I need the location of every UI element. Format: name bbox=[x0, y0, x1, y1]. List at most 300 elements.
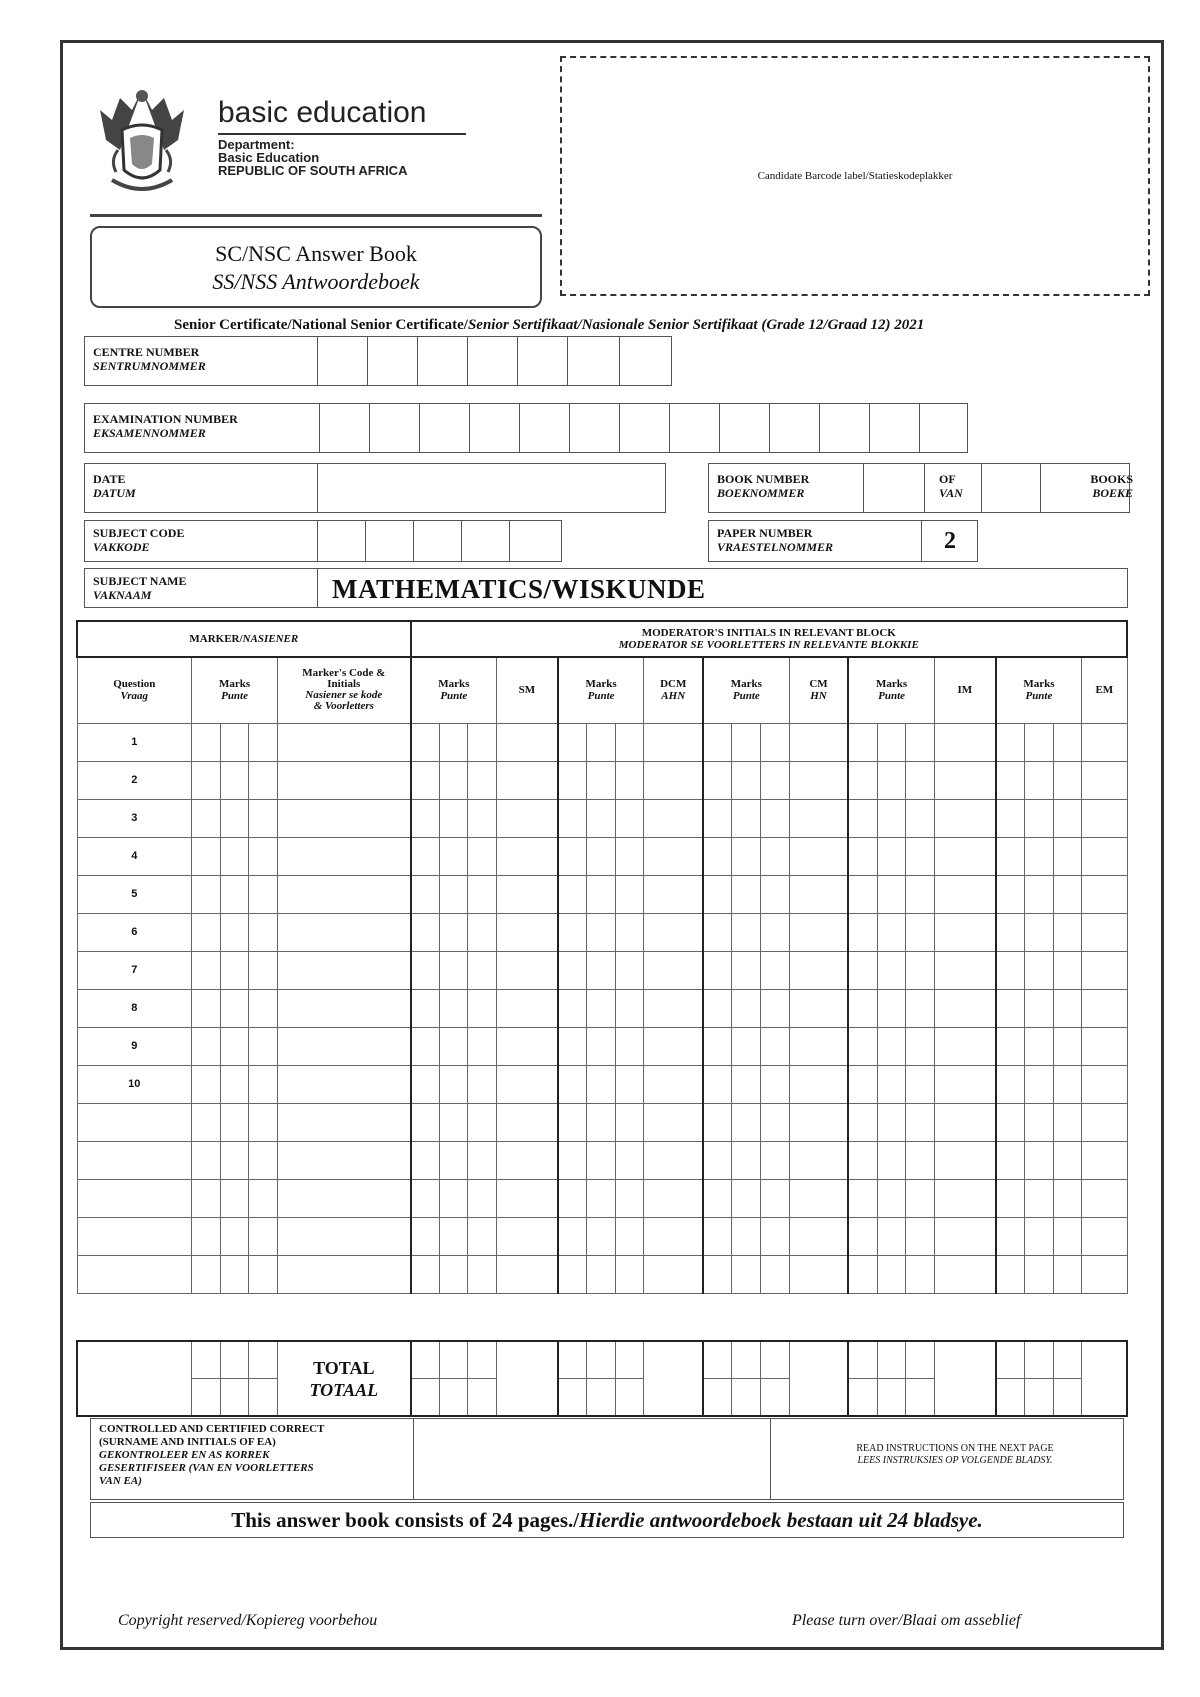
mark-cell[interactable] bbox=[411, 951, 440, 989]
em-initial-cell[interactable] bbox=[1082, 1027, 1127, 1065]
marker-code-cell[interactable] bbox=[278, 989, 411, 1027]
total-mark-cell[interactable] bbox=[732, 1379, 761, 1417]
mark-cell[interactable] bbox=[848, 1217, 877, 1255]
mark-cell[interactable] bbox=[468, 913, 497, 951]
mark-cell[interactable] bbox=[703, 1027, 732, 1065]
total-mark-cell[interactable] bbox=[411, 1379, 440, 1417]
mark-cell[interactable] bbox=[468, 1103, 497, 1141]
mark-cell[interactable] bbox=[877, 1141, 906, 1179]
sm-initial-cell[interactable] bbox=[496, 799, 557, 837]
total-mark-cell[interactable] bbox=[703, 1379, 732, 1417]
mark-cell[interactable] bbox=[848, 1179, 877, 1217]
mark-cell[interactable] bbox=[877, 761, 906, 799]
sm-initial-cell[interactable] bbox=[496, 1103, 557, 1141]
mark-cell[interactable] bbox=[996, 761, 1025, 799]
mark-cell[interactable] bbox=[468, 1179, 497, 1217]
mark-cell[interactable] bbox=[192, 1217, 221, 1255]
mark-cell[interactable] bbox=[220, 989, 249, 1027]
mark-cell[interactable] bbox=[1024, 1217, 1053, 1255]
em-initial-cell[interactable] bbox=[1082, 1255, 1127, 1293]
em-initial-cell[interactable] bbox=[1082, 951, 1127, 989]
cm-initial-cell[interactable] bbox=[789, 951, 848, 989]
exam-digit-cell[interactable] bbox=[319, 404, 369, 452]
em-initial-cell[interactable] bbox=[1082, 1141, 1127, 1179]
mark-cell[interactable] bbox=[760, 761, 789, 799]
mark-cell[interactable] bbox=[848, 723, 877, 761]
mark-cell[interactable] bbox=[996, 799, 1025, 837]
book-number-input[interactable] bbox=[863, 464, 925, 512]
mark-cell[interactable] bbox=[468, 1217, 497, 1255]
mark-cell[interactable] bbox=[220, 1141, 249, 1179]
total-initial-cell[interactable] bbox=[934, 1341, 995, 1416]
mark-cell[interactable] bbox=[249, 799, 278, 837]
im-initial-cell[interactable] bbox=[934, 1179, 995, 1217]
mark-cell[interactable] bbox=[220, 1217, 249, 1255]
mark-cell[interactable] bbox=[703, 799, 732, 837]
mark-cell[interactable] bbox=[732, 989, 761, 1027]
mark-cell[interactable] bbox=[249, 1027, 278, 1065]
mark-cell[interactable] bbox=[877, 1255, 906, 1293]
mark-cell[interactable] bbox=[703, 1065, 732, 1103]
mark-cell[interactable] bbox=[587, 723, 616, 761]
cm-initial-cell[interactable] bbox=[789, 989, 848, 1027]
mark-cell[interactable] bbox=[703, 723, 732, 761]
mark-cell[interactable] bbox=[877, 875, 906, 913]
mark-cell[interactable] bbox=[439, 799, 468, 837]
mark-cell[interactable] bbox=[1024, 1141, 1053, 1179]
mark-cell[interactable] bbox=[615, 913, 644, 951]
mark-cell[interactable] bbox=[848, 1103, 877, 1141]
mark-cell[interactable] bbox=[1024, 761, 1053, 799]
marker-code-cell[interactable] bbox=[278, 913, 411, 951]
mark-cell[interactable] bbox=[906, 1027, 935, 1065]
mark-cell[interactable] bbox=[558, 913, 587, 951]
mark-cell[interactable] bbox=[587, 1255, 616, 1293]
mark-cell[interactable] bbox=[468, 1141, 497, 1179]
mark-cell[interactable] bbox=[249, 1103, 278, 1141]
total-mark-cell[interactable] bbox=[760, 1379, 789, 1417]
mark-cell[interactable] bbox=[732, 1179, 761, 1217]
mark-cell[interactable] bbox=[732, 913, 761, 951]
mark-cell[interactable] bbox=[439, 875, 468, 913]
exam-digit-cell[interactable] bbox=[569, 404, 619, 452]
total-mark-cell[interactable] bbox=[249, 1341, 278, 1379]
dcm-initial-cell[interactable] bbox=[644, 1179, 703, 1217]
im-initial-cell[interactable] bbox=[934, 799, 995, 837]
mark-cell[interactable] bbox=[760, 723, 789, 761]
mark-cell[interactable] bbox=[906, 1255, 935, 1293]
mark-cell[interactable] bbox=[587, 913, 616, 951]
mark-cell[interactable] bbox=[1024, 1179, 1053, 1217]
mark-cell[interactable] bbox=[220, 723, 249, 761]
mark-cell[interactable] bbox=[760, 837, 789, 875]
centre-digit-cell[interactable] bbox=[317, 337, 367, 385]
mark-cell[interactable] bbox=[220, 1065, 249, 1103]
mark-cell[interactable] bbox=[615, 837, 644, 875]
mark-cell[interactable] bbox=[439, 1141, 468, 1179]
mark-cell[interactable] bbox=[558, 799, 587, 837]
mark-cell[interactable] bbox=[1024, 951, 1053, 989]
total-mark-cell[interactable] bbox=[703, 1341, 732, 1379]
mark-cell[interactable] bbox=[760, 951, 789, 989]
sm-initial-cell[interactable] bbox=[496, 1217, 557, 1255]
em-initial-cell[interactable] bbox=[1082, 799, 1127, 837]
em-initial-cell[interactable] bbox=[1082, 837, 1127, 875]
mark-cell[interactable] bbox=[439, 1217, 468, 1255]
mark-cell[interactable] bbox=[1053, 1027, 1082, 1065]
mark-cell[interactable] bbox=[439, 837, 468, 875]
im-initial-cell[interactable] bbox=[934, 913, 995, 951]
dcm-initial-cell[interactable] bbox=[644, 1255, 703, 1293]
em-initial-cell[interactable] bbox=[1082, 723, 1127, 761]
mark-cell[interactable] bbox=[906, 913, 935, 951]
mark-cell[interactable] bbox=[192, 1255, 221, 1293]
mark-cell[interactable] bbox=[877, 1103, 906, 1141]
mark-cell[interactable] bbox=[1024, 913, 1053, 951]
mark-cell[interactable] bbox=[732, 723, 761, 761]
mark-cell[interactable] bbox=[1053, 913, 1082, 951]
total-mark-cell[interactable] bbox=[587, 1341, 616, 1379]
marker-code-cell[interactable] bbox=[278, 799, 411, 837]
mark-cell[interactable] bbox=[587, 1179, 616, 1217]
mark-cell[interactable] bbox=[1053, 1065, 1082, 1103]
centre-digit-cell[interactable] bbox=[367, 337, 417, 385]
mark-cell[interactable] bbox=[439, 723, 468, 761]
total-initial-cell[interactable] bbox=[1082, 1341, 1127, 1416]
mark-cell[interactable] bbox=[703, 951, 732, 989]
mark-cell[interactable] bbox=[877, 837, 906, 875]
mark-cell[interactable] bbox=[703, 1255, 732, 1293]
mark-cell[interactable] bbox=[760, 1027, 789, 1065]
mark-cell[interactable] bbox=[760, 1217, 789, 1255]
mark-cell[interactable] bbox=[703, 837, 732, 875]
subject-code-cell[interactable] bbox=[317, 521, 365, 561]
dcm-initial-cell[interactable] bbox=[644, 761, 703, 799]
mark-cell[interactable] bbox=[848, 1141, 877, 1179]
em-initial-cell[interactable] bbox=[1082, 989, 1127, 1027]
mark-cell[interactable] bbox=[732, 799, 761, 837]
mark-cell[interactable] bbox=[439, 761, 468, 799]
marker-code-cell[interactable] bbox=[278, 837, 411, 875]
sm-initial-cell[interactable] bbox=[496, 1255, 557, 1293]
mark-cell[interactable] bbox=[1053, 1255, 1082, 1293]
mark-cell[interactable] bbox=[411, 1217, 440, 1255]
em-initial-cell[interactable] bbox=[1082, 1103, 1127, 1141]
marker-code-cell[interactable] bbox=[278, 1065, 411, 1103]
sm-initial-cell[interactable] bbox=[496, 913, 557, 951]
dcm-initial-cell[interactable] bbox=[644, 989, 703, 1027]
mark-cell[interactable] bbox=[615, 951, 644, 989]
marker-code-cell[interactable] bbox=[278, 1179, 411, 1217]
mark-cell[interactable] bbox=[732, 1141, 761, 1179]
mark-cell[interactable] bbox=[760, 1255, 789, 1293]
mark-cell[interactable] bbox=[192, 1141, 221, 1179]
mark-cell[interactable] bbox=[760, 1179, 789, 1217]
marker-code-cell[interactable] bbox=[278, 723, 411, 761]
dcm-initial-cell[interactable] bbox=[644, 799, 703, 837]
mark-cell[interactable] bbox=[703, 875, 732, 913]
mark-cell[interactable] bbox=[587, 1103, 616, 1141]
mark-cell[interactable] bbox=[439, 1179, 468, 1217]
mark-cell[interactable] bbox=[877, 913, 906, 951]
cm-initial-cell[interactable] bbox=[789, 761, 848, 799]
total-mark-cell[interactable] bbox=[760, 1341, 789, 1379]
mark-cell[interactable] bbox=[906, 1217, 935, 1255]
mark-cell[interactable] bbox=[587, 837, 616, 875]
mark-cell[interactable] bbox=[996, 1141, 1025, 1179]
cm-initial-cell[interactable] bbox=[789, 1065, 848, 1103]
mark-cell[interactable] bbox=[249, 723, 278, 761]
mark-cell[interactable] bbox=[877, 799, 906, 837]
mark-cell[interactable] bbox=[877, 1065, 906, 1103]
sm-initial-cell[interactable] bbox=[496, 1027, 557, 1065]
mark-cell[interactable] bbox=[615, 761, 644, 799]
mark-cell[interactable] bbox=[877, 1027, 906, 1065]
mark-cell[interactable] bbox=[848, 913, 877, 951]
total-mark-cell[interactable] bbox=[587, 1379, 616, 1417]
mark-cell[interactable] bbox=[411, 989, 440, 1027]
im-initial-cell[interactable] bbox=[934, 1217, 995, 1255]
mark-cell[interactable] bbox=[1024, 1255, 1053, 1293]
mark-cell[interactable] bbox=[249, 875, 278, 913]
mark-cell[interactable] bbox=[411, 723, 440, 761]
total-mark-cell[interactable] bbox=[877, 1379, 906, 1417]
mark-cell[interactable] bbox=[249, 1179, 278, 1217]
mark-cell[interactable] bbox=[192, 1103, 221, 1141]
books-total-input[interactable] bbox=[981, 464, 1041, 512]
mark-cell[interactable] bbox=[439, 1027, 468, 1065]
mark-cell[interactable] bbox=[1053, 723, 1082, 761]
mark-cell[interactable] bbox=[996, 989, 1025, 1027]
sm-initial-cell[interactable] bbox=[496, 723, 557, 761]
mark-cell[interactable] bbox=[732, 837, 761, 875]
exam-digit-cell[interactable] bbox=[769, 404, 819, 452]
total-mark-cell[interactable] bbox=[615, 1341, 644, 1379]
mark-cell[interactable] bbox=[558, 989, 587, 1027]
sm-initial-cell[interactable] bbox=[496, 875, 557, 913]
cm-initial-cell[interactable] bbox=[789, 1103, 848, 1141]
mark-cell[interactable] bbox=[587, 1217, 616, 1255]
mark-cell[interactable] bbox=[587, 989, 616, 1027]
im-initial-cell[interactable] bbox=[934, 875, 995, 913]
mark-cell[interactable] bbox=[877, 951, 906, 989]
exam-digit-cell[interactable] bbox=[469, 404, 519, 452]
mark-cell[interactable] bbox=[1024, 723, 1053, 761]
mark-cell[interactable] bbox=[615, 875, 644, 913]
cm-initial-cell[interactable] bbox=[789, 1141, 848, 1179]
total-mark-cell[interactable] bbox=[1024, 1341, 1053, 1379]
marker-code-cell[interactable] bbox=[278, 1217, 411, 1255]
total-mark-cell[interactable] bbox=[192, 1379, 221, 1417]
total-mark-cell[interactable] bbox=[1053, 1341, 1082, 1379]
mark-cell[interactable] bbox=[732, 1103, 761, 1141]
mark-cell[interactable] bbox=[906, 951, 935, 989]
mark-cell[interactable] bbox=[760, 875, 789, 913]
total-mark-cell[interactable] bbox=[439, 1379, 468, 1417]
mark-cell[interactable] bbox=[411, 761, 440, 799]
mark-cell[interactable] bbox=[468, 1027, 497, 1065]
dcm-initial-cell[interactable] bbox=[644, 951, 703, 989]
mark-cell[interactable] bbox=[411, 1179, 440, 1217]
mark-cell[interactable] bbox=[732, 951, 761, 989]
total-mark-cell[interactable] bbox=[906, 1379, 935, 1417]
mark-cell[interactable] bbox=[877, 1179, 906, 1217]
cm-initial-cell[interactable] bbox=[789, 913, 848, 951]
mark-cell[interactable] bbox=[732, 1217, 761, 1255]
mark-cell[interactable] bbox=[848, 951, 877, 989]
sm-initial-cell[interactable] bbox=[496, 1065, 557, 1103]
mark-cell[interactable] bbox=[848, 837, 877, 875]
centre-digit-cell[interactable] bbox=[619, 337, 669, 385]
total-mark-cell[interactable] bbox=[249, 1379, 278, 1417]
dcm-initial-cell[interactable] bbox=[644, 1065, 703, 1103]
total-mark-cell[interactable] bbox=[558, 1341, 587, 1379]
im-initial-cell[interactable] bbox=[934, 761, 995, 799]
mark-cell[interactable] bbox=[468, 761, 497, 799]
mark-cell[interactable] bbox=[192, 837, 221, 875]
centre-digit-cell[interactable] bbox=[567, 337, 619, 385]
mark-cell[interactable] bbox=[996, 723, 1025, 761]
im-initial-cell[interactable] bbox=[934, 723, 995, 761]
sm-initial-cell[interactable] bbox=[496, 761, 557, 799]
mark-cell[interactable] bbox=[220, 1179, 249, 1217]
total-mark-cell[interactable] bbox=[220, 1341, 249, 1379]
mark-cell[interactable] bbox=[848, 1255, 877, 1293]
mark-cell[interactable] bbox=[468, 951, 497, 989]
mark-cell[interactable] bbox=[1053, 1141, 1082, 1179]
sm-initial-cell[interactable] bbox=[496, 989, 557, 1027]
exam-digit-cell[interactable] bbox=[919, 404, 967, 452]
mark-cell[interactable] bbox=[1053, 1217, 1082, 1255]
mark-cell[interactable] bbox=[732, 1027, 761, 1065]
mark-cell[interactable] bbox=[249, 989, 278, 1027]
mark-cell[interactable] bbox=[220, 875, 249, 913]
exam-digit-cell[interactable] bbox=[669, 404, 719, 452]
mark-cell[interactable] bbox=[558, 1217, 587, 1255]
mark-cell[interactable] bbox=[906, 1141, 935, 1179]
total-initial-cell[interactable] bbox=[789, 1341, 848, 1416]
mark-cell[interactable] bbox=[996, 1217, 1025, 1255]
exam-digit-cell[interactable] bbox=[869, 404, 919, 452]
cm-initial-cell[interactable] bbox=[789, 1217, 848, 1255]
mark-cell[interactable] bbox=[439, 913, 468, 951]
mark-cell[interactable] bbox=[877, 989, 906, 1027]
mark-cell[interactable] bbox=[192, 799, 221, 837]
mark-cell[interactable] bbox=[1024, 989, 1053, 1027]
subject-code-cell[interactable] bbox=[413, 521, 461, 561]
total-mark-cell[interactable] bbox=[615, 1379, 644, 1417]
em-initial-cell[interactable] bbox=[1082, 1065, 1127, 1103]
mark-cell[interactable] bbox=[615, 1027, 644, 1065]
mark-cell[interactable] bbox=[1053, 1103, 1082, 1141]
mark-cell[interactable] bbox=[906, 761, 935, 799]
em-initial-cell[interactable] bbox=[1082, 761, 1127, 799]
paper-number-value[interactable]: 2 bbox=[921, 521, 978, 561]
subject-code-cell[interactable] bbox=[365, 521, 413, 561]
mark-cell[interactable] bbox=[848, 799, 877, 837]
mark-cell[interactable] bbox=[1053, 799, 1082, 837]
mark-cell[interactable] bbox=[703, 989, 732, 1027]
mark-cell[interactable] bbox=[760, 913, 789, 951]
mark-cell[interactable] bbox=[996, 951, 1025, 989]
mark-cell[interactable] bbox=[220, 1103, 249, 1141]
dcm-initial-cell[interactable] bbox=[644, 1141, 703, 1179]
total-mark-cell[interactable] bbox=[732, 1341, 761, 1379]
mark-cell[interactable] bbox=[1024, 799, 1053, 837]
im-initial-cell[interactable] bbox=[934, 951, 995, 989]
mark-cell[interactable] bbox=[411, 1255, 440, 1293]
total-initial-cell[interactable] bbox=[644, 1341, 703, 1416]
total-initial-cell[interactable] bbox=[496, 1341, 557, 1416]
mark-cell[interactable] bbox=[906, 1179, 935, 1217]
im-initial-cell[interactable] bbox=[934, 1255, 995, 1293]
sm-initial-cell[interactable] bbox=[496, 1179, 557, 1217]
mark-cell[interactable] bbox=[906, 723, 935, 761]
mark-cell[interactable] bbox=[732, 1065, 761, 1103]
em-initial-cell[interactable] bbox=[1082, 1179, 1127, 1217]
mark-cell[interactable] bbox=[615, 1065, 644, 1103]
mark-cell[interactable] bbox=[192, 1027, 221, 1065]
total-mark-cell[interactable] bbox=[411, 1341, 440, 1379]
mark-cell[interactable] bbox=[996, 1065, 1025, 1103]
mark-cell[interactable] bbox=[192, 761, 221, 799]
mark-cell[interactable] bbox=[848, 1065, 877, 1103]
mark-cell[interactable] bbox=[587, 1027, 616, 1065]
mark-cell[interactable] bbox=[411, 799, 440, 837]
cm-initial-cell[interactable] bbox=[789, 1027, 848, 1065]
mark-cell[interactable] bbox=[848, 761, 877, 799]
cm-initial-cell[interactable] bbox=[789, 1255, 848, 1293]
mark-cell[interactable] bbox=[615, 1217, 644, 1255]
cm-initial-cell[interactable] bbox=[789, 723, 848, 761]
em-initial-cell[interactable] bbox=[1082, 913, 1127, 951]
mark-cell[interactable] bbox=[192, 989, 221, 1027]
total-mark-cell[interactable] bbox=[192, 1341, 221, 1379]
mark-cell[interactable] bbox=[411, 1103, 440, 1141]
mark-cell[interactable] bbox=[192, 951, 221, 989]
mark-cell[interactable] bbox=[220, 799, 249, 837]
mark-cell[interactable] bbox=[1053, 875, 1082, 913]
mark-cell[interactable] bbox=[615, 1141, 644, 1179]
mark-cell[interactable] bbox=[468, 875, 497, 913]
mark-cell[interactable] bbox=[1024, 875, 1053, 913]
mark-cell[interactable] bbox=[1024, 1065, 1053, 1103]
mark-cell[interactable] bbox=[439, 1255, 468, 1293]
mark-cell[interactable] bbox=[439, 951, 468, 989]
mark-cell[interactable] bbox=[732, 875, 761, 913]
mark-cell[interactable] bbox=[996, 1103, 1025, 1141]
total-mark-cell[interactable] bbox=[996, 1341, 1025, 1379]
mark-cell[interactable] bbox=[615, 989, 644, 1027]
total-mark-cell[interactable] bbox=[468, 1341, 497, 1379]
mark-cell[interactable] bbox=[848, 989, 877, 1027]
mark-cell[interactable] bbox=[760, 1103, 789, 1141]
mark-cell[interactable] bbox=[703, 1217, 732, 1255]
total-mark-cell[interactable] bbox=[439, 1341, 468, 1379]
mark-cell[interactable] bbox=[996, 913, 1025, 951]
mark-cell[interactable] bbox=[703, 761, 732, 799]
total-mark-cell[interactable] bbox=[848, 1379, 877, 1417]
mark-cell[interactable] bbox=[615, 1255, 644, 1293]
marker-code-cell[interactable] bbox=[278, 761, 411, 799]
cm-initial-cell[interactable] bbox=[789, 875, 848, 913]
im-initial-cell[interactable] bbox=[934, 1027, 995, 1065]
mark-cell[interactable] bbox=[468, 837, 497, 875]
exam-digit-cell[interactable] bbox=[619, 404, 669, 452]
total-mark-cell[interactable] bbox=[1053, 1379, 1082, 1417]
mark-cell[interactable] bbox=[587, 951, 616, 989]
mark-cell[interactable] bbox=[558, 951, 587, 989]
